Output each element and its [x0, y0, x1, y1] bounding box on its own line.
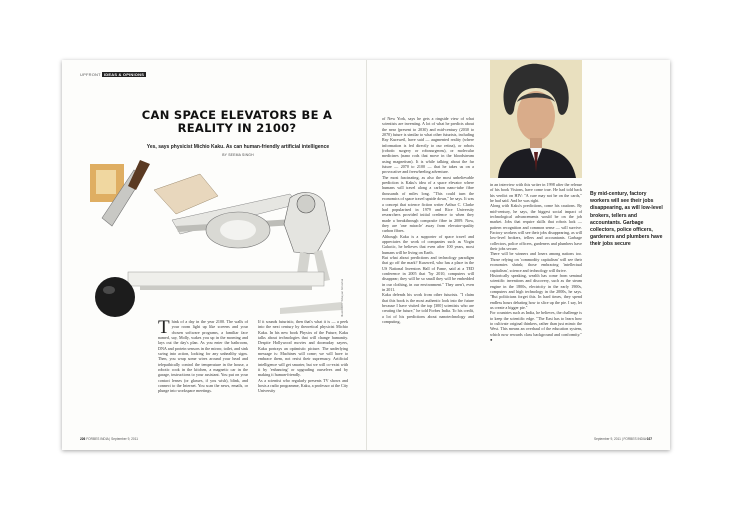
- paragraph: But what about predictions and technology paradigm that go off the mark? Kurzweil, who has a place in the US National Inventors Hall of Fame, said at a TED conference in 2005 that "by 2010, computers will disappear; they will be so small they will be embedded in our clothing, in our environment." They aren't, even in 2011.: [382, 254, 474, 292]
- footer-left-text: FORBES INDIA | September 9, 2011: [86, 437, 139, 441]
- paragraph: Although Kaku is a supporter of space travel and appreciates the work of companies such as Virgin Galactic, he believes that even after 100 years, most humans will be living on Earth.: [382, 233, 474, 255]
- deck: Yes, says physicist Michio Kaku. As can human-friendly artificial intelligence: [146, 144, 330, 150]
- portrait-photo: [490, 60, 582, 178]
- page-number-left: 226: [80, 437, 86, 441]
- body-column-3: [382, 116, 474, 324]
- paragraph: As a scientist who regularly presents TV shows and hosts a radio programme, Kaku, a professor at the City University: [258, 377, 348, 394]
- illustration-credit: Illustration: Sibayan Ghoshal: [340, 278, 344, 317]
- page-number-right: 027: [646, 437, 652, 441]
- body-column-1: [158, 319, 248, 394]
- page-gutter: [366, 60, 367, 450]
- paragraph: Kaku defends his work from other futurists. "I claim that this book is the most authentic look into the future because I have visited the top [300] scientists who are creating the future," he told Forbes India. To his credit, a lot of his predictions about nanotechnology and computing,: [382, 292, 474, 325]
- section-highlight: IDEAS & OPINIONS: [103, 72, 145, 77]
- paragraph: hink of a day in the year 2100. The walls of your room light up like screens and your chosen software programs, a familiar face named, say, Molly, wakes you up in the morning and lays out the day's plan. As you enter the bathroom, DNA and protein sensors in the mirror, toilet, and sink swing into action, looking for any unhealthy signs. Then, you wrap some wires around your head and telepathically control the temperature in the house, a robotic cook in the kitchen, a magnetic car in the garage, instructions to your assistant. You put on your contact lenses (or glasses, if you wish), blink, and connect to the Internet. You scan the news, emails, or plunge into workspace meetings.: [158, 319, 248, 394]
- paragraph: Along with Kaku's predictions, come his cautions. By mid-century, he says, the biggest social impact of technological advancements would be on the job market. Jobs that require skills that robots lack — pattern recognition and common sense — will survive. Factory workers will see their jobs disappearing, as will low-level brokers, tellers and accountants. Garbage collectors, police officers, gardeners and plumbers have their jobs secure.: [490, 203, 582, 252]
- magazine-spread: [62, 60, 670, 450]
- footer-left: [80, 437, 138, 441]
- paragraph: For countries such as India, he believes, the challenge is to keep the scientific edge. "The East has to learn how to cultivate original thinkers, rather than just mimic the West. This means an overhaul of the education system, which now rewards class background and conformity." ●: [490, 310, 582, 342]
- footer-right: [594, 437, 652, 441]
- author-portrait: [490, 60, 582, 178]
- drop-cap: T: [158, 317, 170, 338]
- paragraph: of New York, says he gets a ringside view of what scientists are inventing. A lot of what he predicts about the near (present to 2030) and mid-century (2030 to 2070) future is similar to what other futurists, including Ray Kurzweil, have said — augmented reality (where information is fed directly to our retina), or robots (robotic surgery or robosurgeons), or molecular medicines (nano rods that move in the bloodstream using magnetism). It is while talking about the far future — 2070 to 2100 — that he takes us on a provocative and freewheeling adventure.: [382, 116, 474, 175]
- section-label: [80, 72, 146, 77]
- body-column-2: [258, 319, 348, 394]
- footer-right-text: September 9, 2011 | FORBES INDIA: [593, 437, 646, 441]
- paragraph: Historically speaking, wealth has come from seminal scientific inventions and discovery, such as the steam engine in the 1800s, electricity in the early 1900s, computers and high technology in the 2000s, he says. "But politicians forget this. In hard times, they spend endless hours debating how to slice up the pie. I say, let us create a bigger pie.": [490, 272, 582, 310]
- paragraph: in an interview with this writer in 1998 after the release of his book Visions, have come true. He had told back his verdict on HIV: "A cure may not be on the cards," he had said. And he was right.: [490, 182, 582, 204]
- paragraph: There will be winners and losers among nations too. Those relying on 'commodity capitalism' will see their economies shrink; those embracing 'intellectual capitalism', science and technology will thrive.: [490, 251, 582, 273]
- paragraph: The most fascinating, as also the most unbelievable prediction is Kaku's idea of a space elevator where humans will travel along a carbon nano-tube fibre thousands of miles long. "This could turn the economics of space travel upside down," he says. It was a concept that science fiction writer Arthur C. Clarke had popularised in 1979 and Rice University researchers provided initial credence to when they made a breakthrough composite fibre in 2009. Now, they are 'one miracle' away from elevator-quality carbon fibres.: [382, 174, 474, 234]
- headline: CAN SPACE ELEVATORS BE A REALITY IN 2100?: [141, 108, 333, 135]
- body-column-4: [490, 182, 582, 342]
- byline: BY SEEMA SINGH: [222, 153, 254, 157]
- paragraph: If it sounds futuristic, then that's what it is — a peek into the next century by theoretical physicist Michio Kaku. In his new book Physics of the Future, Kaku talks about technologies that will change humanity. Despite Hollywood movies and doomsday sayers, Kaku portrays an optimistic picture. The underlying message is: Machines will come; we will have to embrace them, not resist their supremacy. Artificial intelligence will get smarter, but we will co-exist with it by 'enhancing' or upgrading ourselves and by making it human-friendly.: [258, 319, 348, 378]
- section-prefix: UPFRONT: [80, 72, 101, 77]
- pull-quote: By mid-century, factory workers will see their jobs disappearing, as will low-level brokers, tellers and accountants. Garbage collectors, police officers, gardeners and plumbers have their jobs secure: [590, 191, 663, 248]
- space-elevator-illustration: [80, 160, 350, 318]
